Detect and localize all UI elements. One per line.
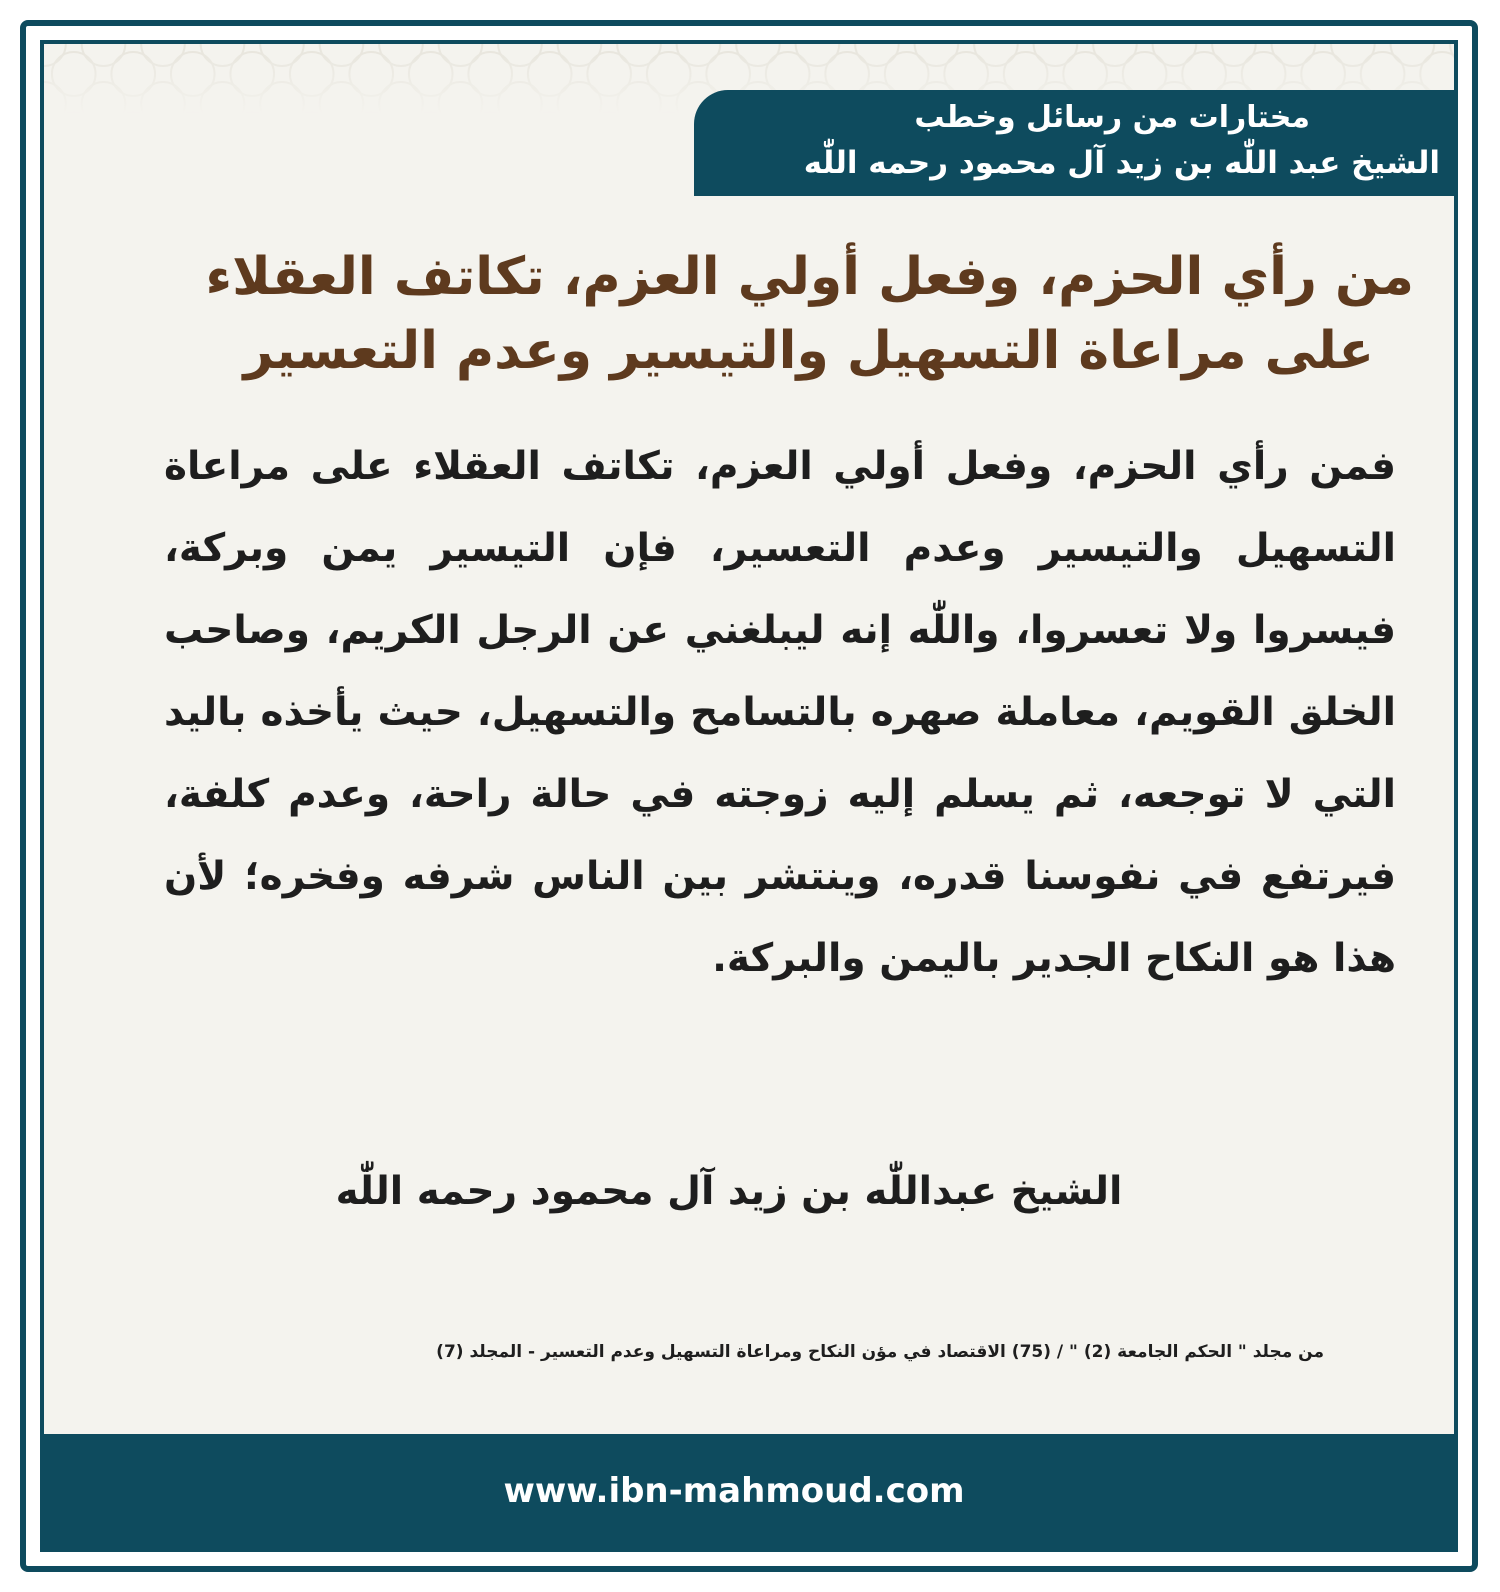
title-line-1: من رأي الحزم، وفعل أولي العزم، تكاتف العقلاء [205, 247, 1414, 307]
header-banner [694, 90, 1454, 196]
signature: الشيخ عبداللّٰه بن زيد آل محمود رحمه اللّٰه [335, 1169, 1123, 1214]
footer-bar [44, 1434, 1454, 1548]
title-line-2: على مراعاة التسهيل والتيسير وعدم التعسير [243, 321, 1374, 381]
source-citation: من مجلد " الحكم الجامعة (2) " / (75) الاقتصاد في مؤن النكاح ومراعاة التسهيل وعدم التعسير - المجلد (7) [436, 1342, 1324, 1362]
card-frame [20, 20, 1478, 1572]
page-title [104, 240, 1414, 388]
body-paragraph: فمن رأي الحزم، وفعل أولي العزم، تكاتف العقلاء على مراعاة التسهيل والتيسير وعدم التعسير، فإن التيسير يمن وبركة، فيسروا ولا تعسروا، واللّٰه إنه ليبلغني عن الرجل الكريم، وصاحب الخلق القويم، معاملة صهره بالتسامح والتسهيل، حيث يأخذه باليد التي لا توجعه، ثم يسلم إليه زوجته في حالة راحة، وعدم كلفة، فيرتفع في نفوسنا قدره، وينتشر بين الناس شرفه وفخره؛ لأن هذا هو النكاح الجدير باليمن والبركة. [164, 444, 1396, 981]
header-author: الشيخ عبد اللّٰه بن زيد آل محمود رحمه اللّٰه [803, 145, 1440, 181]
header-subtitle: مختارات من رسائل وخطب [914, 100, 1310, 135]
content-panel [40, 40, 1458, 1552]
website-link[interactable]: www.ibn-mahmoud.com [503, 1471, 965, 1511]
